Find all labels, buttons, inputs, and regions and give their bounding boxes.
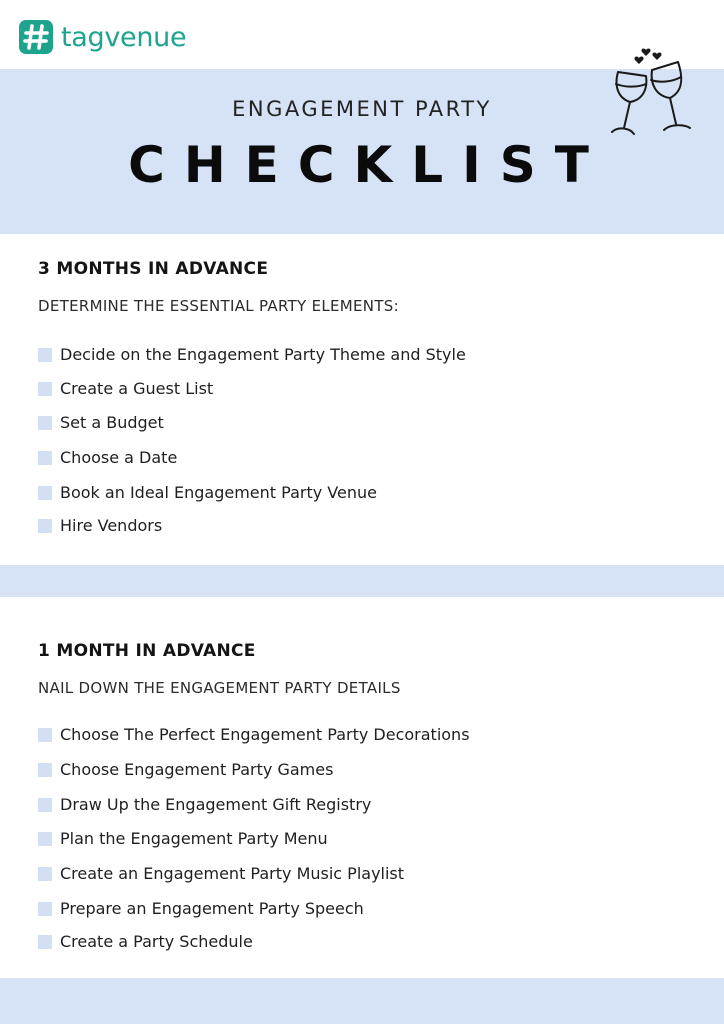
checkbox[interactable] (38, 832, 52, 846)
checkbox[interactable] (38, 867, 52, 881)
section-subheading-1-month: NAIL DOWN THE ENGAGEMENT PARTY DETAILS (38, 679, 401, 697)
checklist-item-label: Set a Budget (60, 413, 164, 432)
checklist-item[interactable] (38, 379, 213, 398)
checkbox[interactable] (38, 519, 52, 533)
checklist-item-label: Book an Ideal Engagement Party Venue (60, 483, 377, 502)
checklist-item-label: Choose The Perfect Engagement Party Decorations (60, 725, 470, 744)
checkbox[interactable] (38, 728, 52, 742)
checklist-item[interactable] (38, 932, 253, 951)
checklist-item-label: Create an Engagement Party Music Playlist (60, 864, 405, 883)
checklist-item-label: Create a Party Schedule (60, 932, 253, 951)
checkbox[interactable] (38, 902, 52, 916)
checklist-item-label: Create a Guest List (60, 379, 214, 398)
hashtag-logo-icon (18, 19, 54, 55)
checklist-item[interactable] (38, 760, 333, 779)
checkbox[interactable] (38, 935, 52, 949)
page-title: CHECKLIST (128, 136, 608, 194)
checklist-item[interactable] (38, 448, 177, 467)
checklist-item[interactable] (38, 516, 162, 535)
checklist-item[interactable] (38, 864, 404, 883)
checklist-item-label: Plan the Engagement Party Menu (60, 829, 328, 848)
section-subheading-3-months: DETERMINE THE ESSENTIAL PARTY ELEMENTS: (38, 297, 399, 315)
checklist-item-label: Choose Engagement Party Games (60, 760, 334, 779)
checklist-item-label: Prepare an Engagement Party Speech (60, 899, 364, 918)
section-heading-1-month: 1 MONTH IN ADVANCE (38, 641, 256, 661)
checklist-item[interactable] (38, 483, 377, 502)
checklist-item[interactable] (38, 345, 466, 364)
checklist-item[interactable] (38, 899, 364, 918)
page-eyebrow: ENGAGEMENT PARTY (232, 97, 492, 121)
checkbox[interactable] (38, 416, 52, 430)
divider-band (0, 565, 724, 597)
checklist-item-label: Hire Vendors (60, 516, 163, 535)
brand-logo (18, 18, 186, 56)
brand-name: tagvenue (61, 21, 187, 53)
checklist-item[interactable] (38, 795, 371, 814)
checkbox[interactable] (38, 763, 52, 777)
clinking-wine-glasses-icon (604, 40, 702, 140)
checkbox[interactable] (38, 451, 52, 465)
checklist-item[interactable] (38, 725, 470, 744)
checklist-item-label: Choose a Date (60, 448, 178, 467)
checklist-item[interactable] (38, 413, 164, 432)
checklist-item-label: Draw Up the Engagement Gift Registry (60, 795, 372, 814)
footer-band (0, 978, 724, 1024)
checklist-item[interactable] (38, 829, 328, 848)
checkbox[interactable] (38, 382, 52, 396)
checkbox[interactable] (38, 486, 52, 500)
checklist-item-label: Decide on the Engagement Party Theme and Style (60, 345, 466, 364)
section-heading-3-months: 3 MONTHS IN ADVANCE (38, 259, 269, 279)
checkbox[interactable] (38, 348, 52, 362)
checkbox[interactable] (38, 798, 52, 812)
